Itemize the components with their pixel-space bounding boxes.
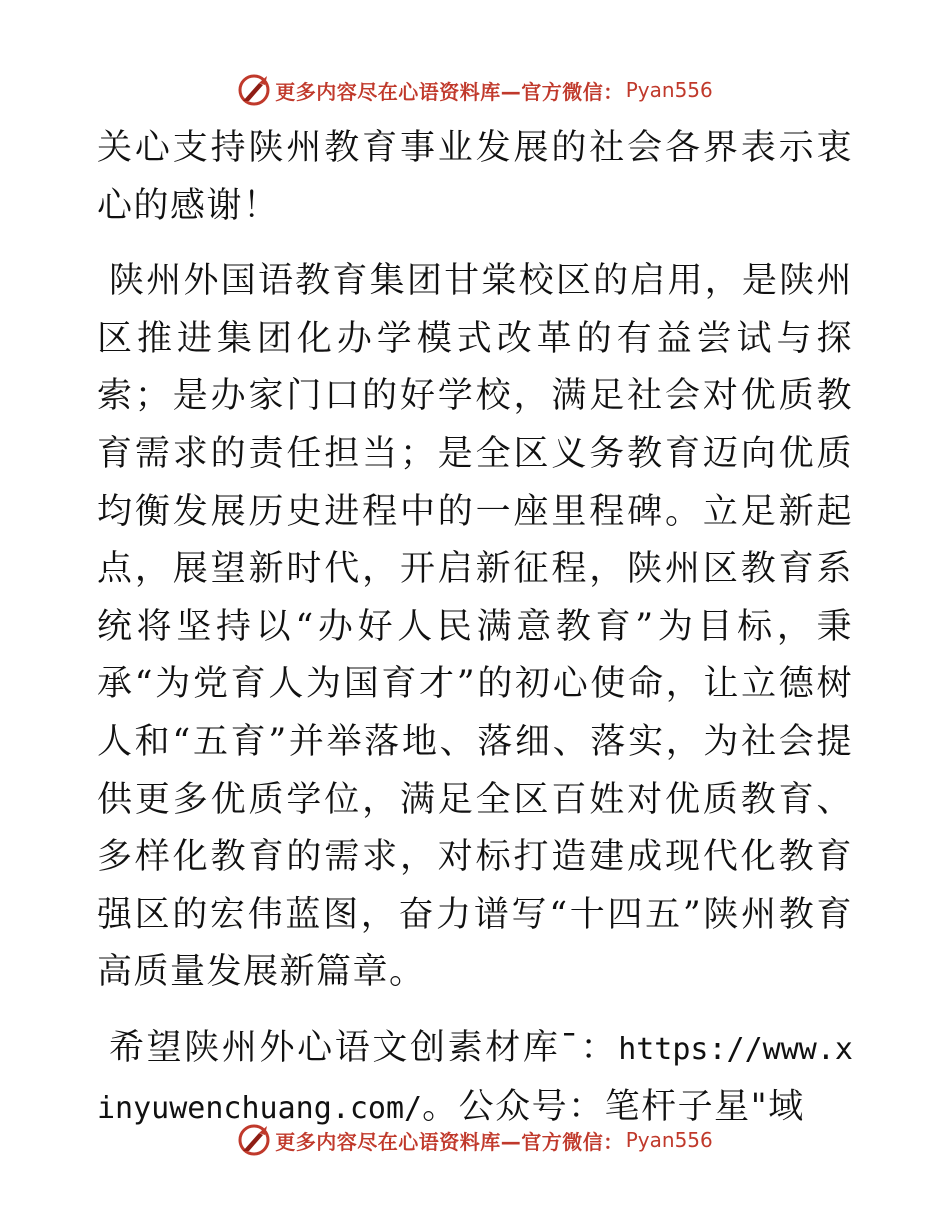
paragraph-3-suffix: 。公众号：笔杆子星"域 bbox=[422, 1086, 805, 1127]
banner-wechat-handle: Pyan556 bbox=[625, 1128, 713, 1152]
website-url: https://www.xinyuwenchuang.com/ bbox=[97, 1031, 853, 1126]
quill-pen-logo-icon bbox=[237, 73, 271, 107]
banner-text: 更多内容尽在心语资料库—官方微信： bbox=[275, 79, 624, 104]
paragraph-1: 关心支持陕州教育事业发展的社会各界表示衷心的感谢！ bbox=[97, 128, 853, 226]
quill-pen-logo-icon bbox=[237, 1123, 271, 1157]
banner-text: 更多内容尽在心语资料库—官方微信： bbox=[275, 1129, 624, 1154]
banner-wechat-handle: Pyan556 bbox=[625, 78, 713, 102]
header-watermark-banner bbox=[0, 70, 950, 110]
document-body bbox=[97, 120, 853, 1155]
footer-watermark-banner bbox=[0, 1120, 950, 1160]
paragraph-2: 陕州外国语教育集团甘棠校区的启用，是陕州区推进集团化办学模式改革的有益尝试与探索；是办家门口的好学校，满足社会对优质教育需求的责任担当；是全区义务教育迈向优质均衡发展历史进程中的一座里程碑。立足新起点，展望新时代，开启新征程，陕州区教育系统将坚持以“办好人民满意教育”为目标，秉承“为党育人为国育才”的初心使命，让立德树人和“五育”并举落地、落细、落实，为社会提供更多优质学位，满足全区百姓对优质教育、多样化教育的需求，对标打造建成现代化教育强区的宏伟蓝图，奋力谱写“十四五”陕州教育高质量发展新篇章。 bbox=[97, 261, 853, 993]
paragraph-3-prefix: 希望陕州外心语文创素材库¯： bbox=[109, 1027, 619, 1068]
